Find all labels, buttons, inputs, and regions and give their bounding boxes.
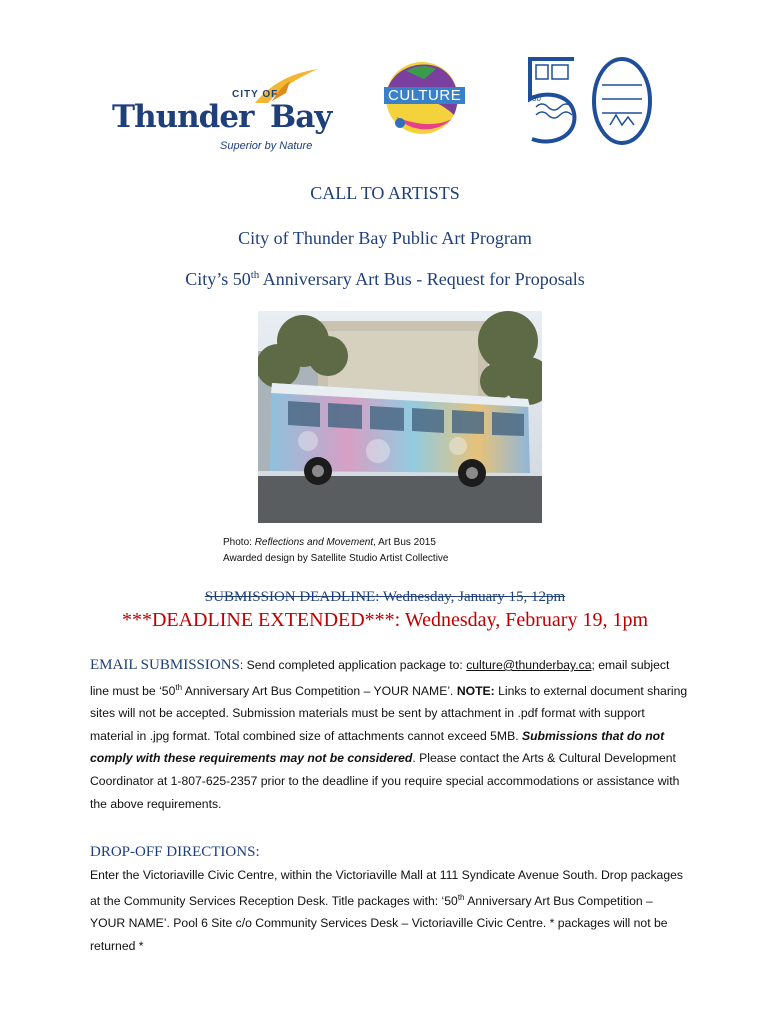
email-link[interactable]: culture@thunderbay.ca [466,658,592,672]
email-text-4: Links to external document sharing sites will not be accepted. Submission materials must be sent by attachment in .pdf format with support material in .jpg format. Total combined size of attachments cannot exceed 5MB. [90,683,688,743]
email-text-5: . Please contact the Arts & Cultural Development Coordinator at 1-807-625-2357 prior to the deadline if you require special accommodations or assistance with the above requirements. [90,751,680,811]
program-title: City of Thunder Bay Public Art Program [238,228,532,248]
email-text-3: Anniversary Art Bus Competition – YOUR NAME’. [182,683,457,698]
photo-caption-line1 [223,537,436,548]
city-of-thunder-bay-logo [110,65,350,155]
email-submissions-heading: EMAIL SUBMISSIONS [90,657,240,673]
rfp-title-post: Anniversary Art Bus - Request for Proposals [259,269,585,289]
extended-deadline: ***DEADLINE EXTENDED***: Wednesday, February 19, 1pm [121,609,649,631]
logo-row [0,55,770,152]
anniversary-50-logo [524,55,654,147]
caption-title: Reflections and Movement [254,537,374,548]
call-to-artists-title: CALL TO ARTISTS [310,183,460,203]
anniversary-number: 50 [532,94,541,103]
rfp-title [0,269,770,290]
caption-prefix: Photo: [223,537,255,548]
dropoff-text-1: Enter the Victoriaville Civic Centre, within the Victoriaville Mall at 111 Syndicate Avenue South. Drop packages at the Community Services Reception Desk. Title packages with: ‘50 [90,868,683,908]
requirements-warning: Submissions that do not comply with these requirements may not be considered [90,728,665,766]
logo-city-of: CITY OF [232,89,279,100]
original-deadline: SUBMISSION DEADLINE: Wednesday, January 15, 12pm [204,589,566,605]
dropoff-heading: DROP-OFF DIRECTIONS: [90,844,260,860]
art-bus-photo [258,311,542,523]
culture-logo [376,57,468,139]
note-label: NOTE: [456,683,495,698]
email-submissions-paragraph [90,654,690,815]
bus-image [258,311,542,523]
culture-word: CULTURE [384,87,465,104]
caption-suffix: , Art Bus 2015 [373,537,436,548]
email-sup: th [175,682,183,692]
dropoff-sup: th [457,892,465,902]
rfp-title-sup: th [250,269,260,281]
dropoff-text-2: Anniversary Art Bus Competition – YOUR NAME’. Pool 6 Site c/o Community Services Desk – Victoriaville Civic Centre. * packages will not be returned * [90,893,668,953]
logo-bay: Bay [270,99,332,135]
logo-thunder: Thunder [112,99,254,135]
anniversary-50-icon [524,55,654,147]
rfp-title-pre: City’s 50 [185,269,251,289]
email-text-2: ; email subject line must be ‘50 [90,658,670,698]
email-text-1: : Send completed application package to: [239,658,467,672]
photo-caption-line2: Awarded design by Satellite Studio Artist Collective [223,553,449,564]
dropoff-paragraph [90,864,690,957]
logo-tagline: Superior by Nature [220,140,313,152]
